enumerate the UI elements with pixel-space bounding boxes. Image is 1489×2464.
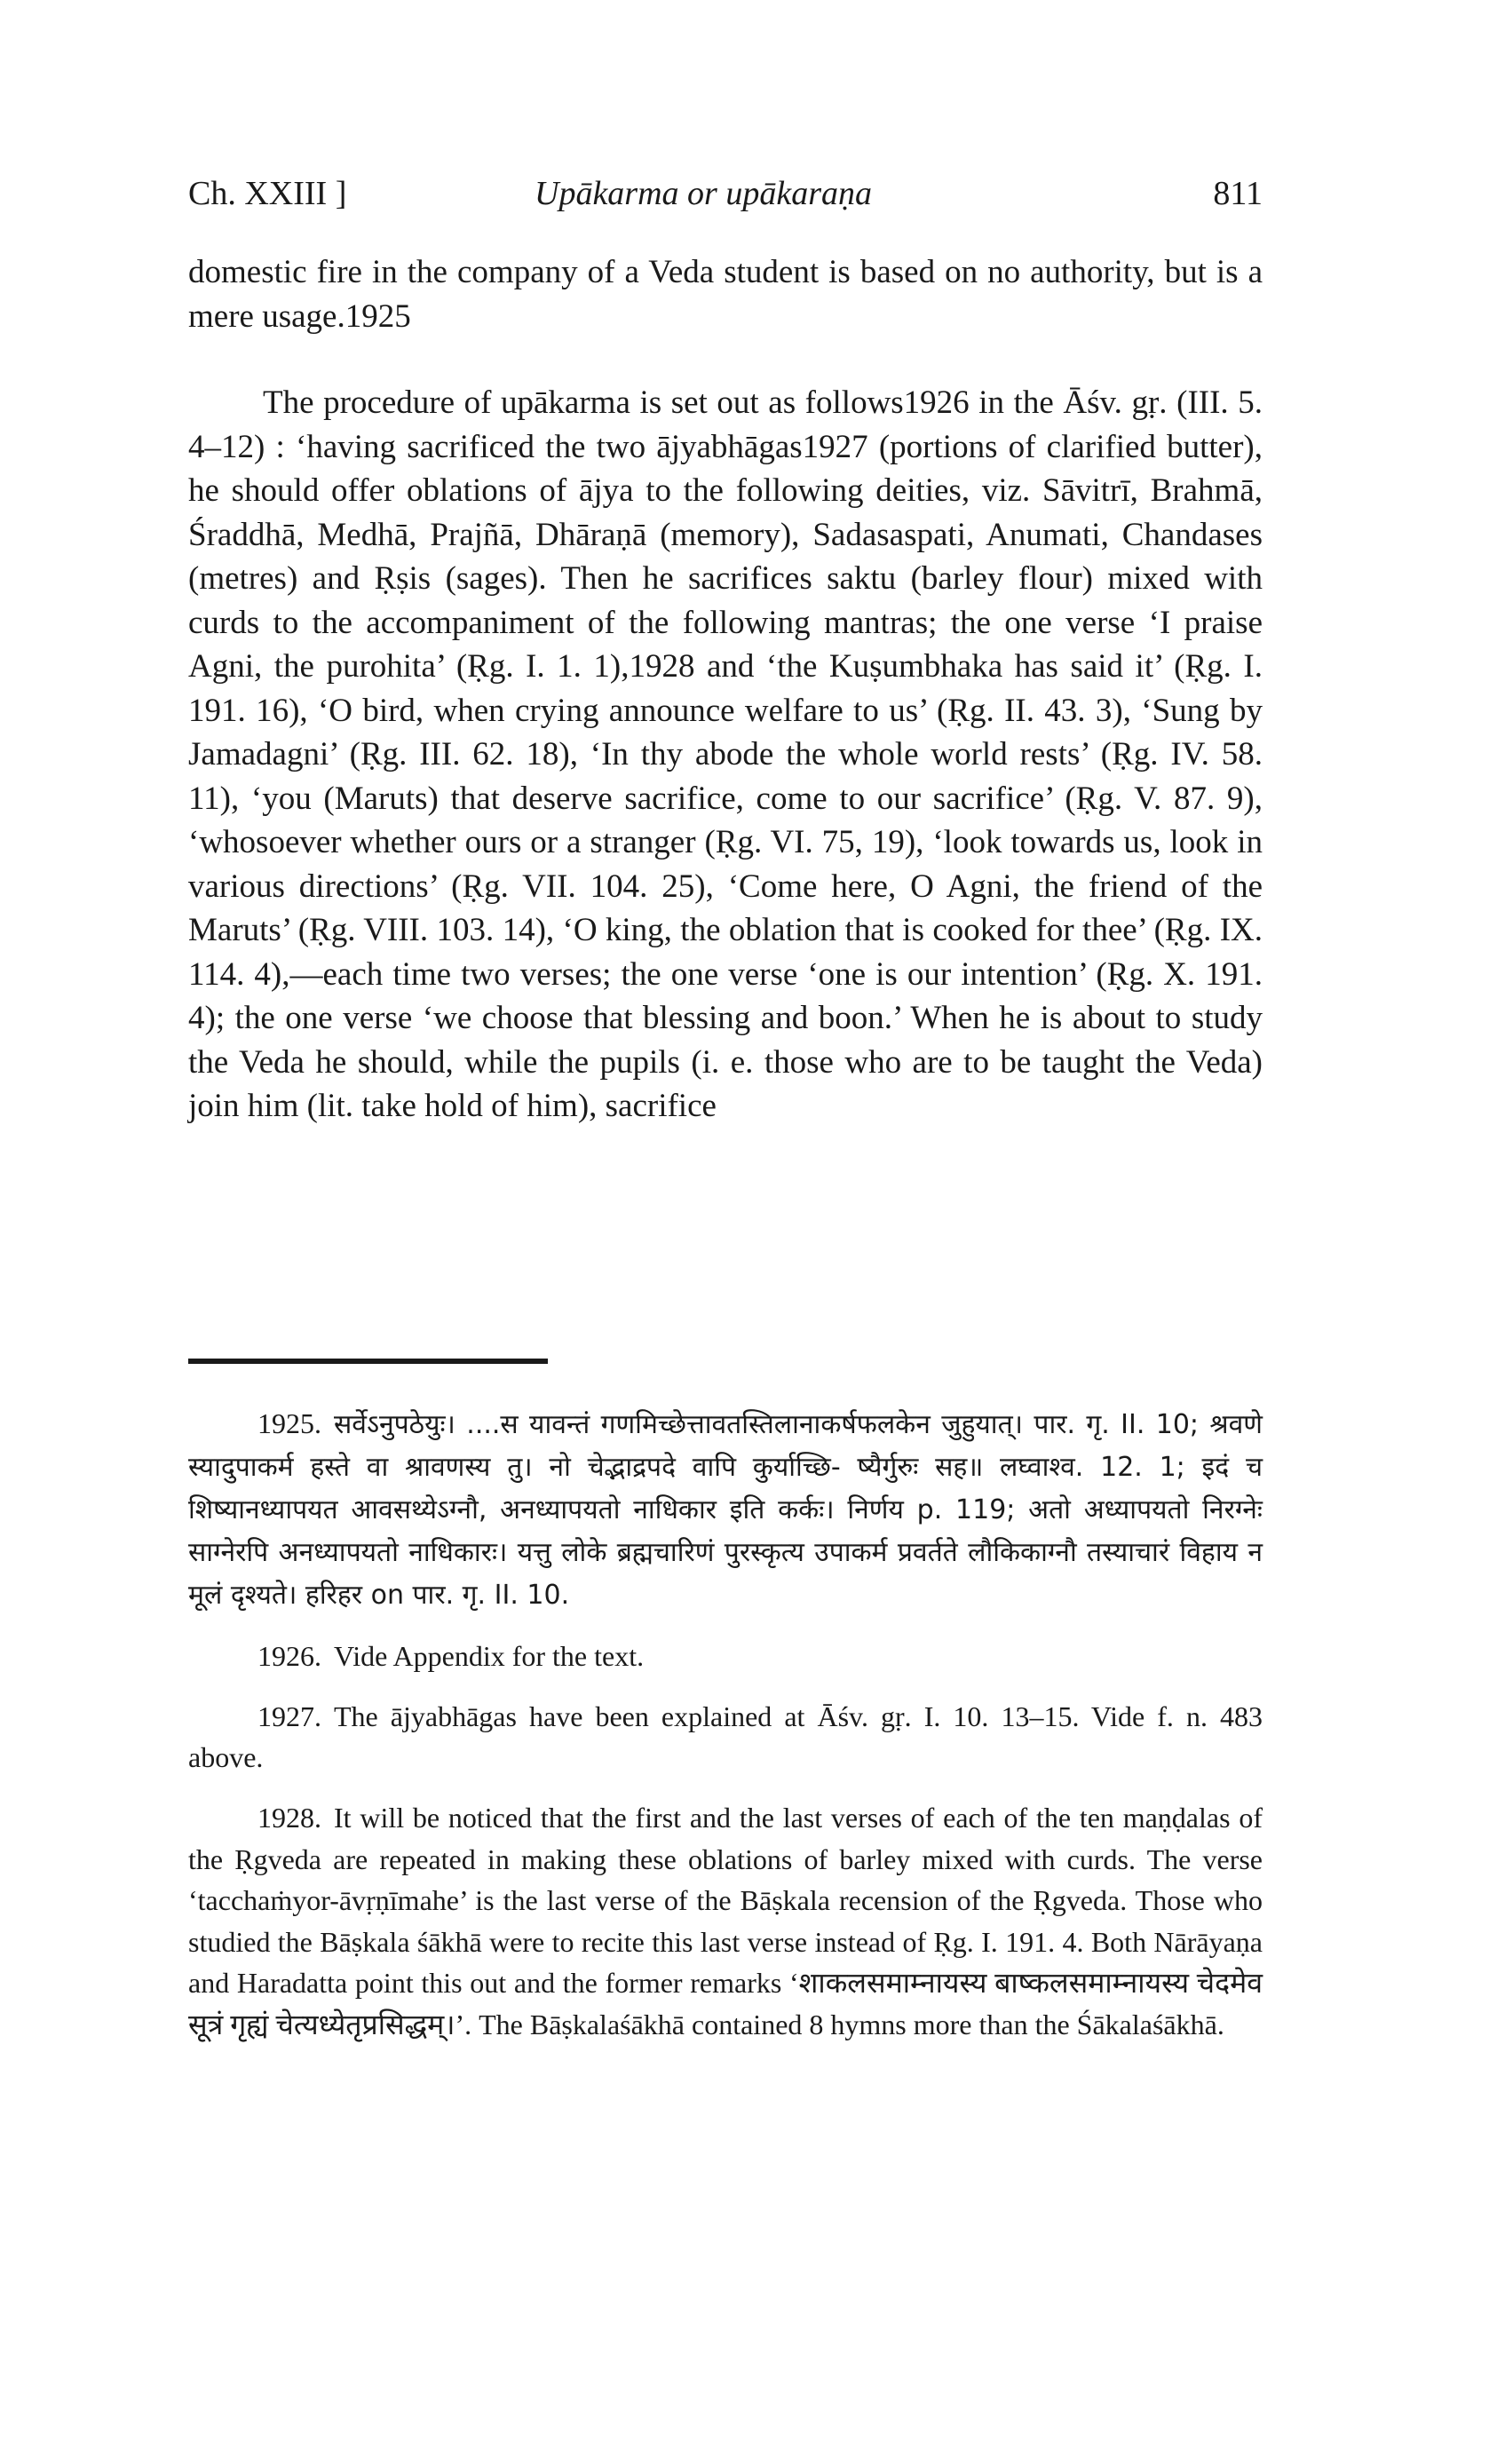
main-text <box>188 250 1263 1129</box>
footnote-text: The ājyabhāgas have been explained at Āśv. gṛ. I. 10. 13–15. Vide f. n. 483 above. <box>188 1700 1263 1773</box>
footnote-number: 1927. <box>257 1700 321 1732</box>
footnote-separator <box>188 1359 548 1364</box>
footnote-number: 1928. <box>257 1802 321 1834</box>
footnote-1927 <box>188 1696 1263 1778</box>
footnote-text: सर्वेऽनुपठेयुः। ....स यावन्तं गणमिच्छेत्तावतस्तिलानाकर्षफलकेन जुहुयात्। पार. गृ. II. 10; श्रवणे स्यादुपाकर्म हस्ते वा श्रावणस्य तु। नो चेद्भाद्रपदे वापि कुर्याच्छि- ष्यैर्गुरुः सह॥ लघ्वाश्व. 12. 1; इदं च शिष्यानध्यापयत आवसथ्येऽग्नौ, अनध्यापयतो नाधिकार इति कर्कः। निर्णय p. 119; अतो अध्यापयतो निरग्नेः साग्नेरपि अनध्यापयतो नाधिकारः। यत्तु लोके ब्रह्मचारिणं पुरस्कृत्य उपाकर्म प्रवर्तते लौकिकाग्नौ तस्याचारं विहाय न मूलं दृश्यते। हरिहर on पार. गृ. II. 10. <box>188 1409 1263 1611</box>
footnote-1926 <box>188 1636 1263 1676</box>
paragraph: The procedure of upākarma is set out as follows1926 in the Āśv. gṛ. (III. 5. 4–12) : ‘having sacrificed the two ājyabhāgas1927 (portions of clarified butter), he should offer oblations of ājya to the following deities, viz. Sāvitrī, Brahmā, Śraddhā, Medhā, Prajñā, Dhāraṇā (memory), Sadasaspati, Anumati, Chandases (metres) and Ṛṣis (sages). Then he sacrifices saktu (barley flour) mixed with curds to the accompaniment of the following mantras; the one verse ‘I praise Agni, the purohita’ (Ṛg. I. 1. 1),1928 and ‘the Kuṣumbhaka has said it’ (Ṛg. I. 191. 16), ‘O bird, when crying announce welfare to us’ (Ṛg. II. 43. 3), ‘Sung by Jamadagni’ (Ṛg. III. 62. 18), ‘In thy abode the whole world rests’ (Ṛg. IV. 58. 11), ‘you (Maruts) that deserve sacrifice, come to our sacrifice’ (Ṛg. V. 87. 9), ‘whosoever whether ours or a stranger (Ṛg. VI. 75, 19), ‘look towards us, look in various directions’ (Ṛg. VII. 104. 25), ‘Come here, O Agni, the friend of the Maruts’ (Ṛg. VIII. 103. 14), ‘O king, the oblation that is cooked for thee’ (Ṛg. IX. 114. 4),—each time two verses; the one verse ‘one is our intention’ (Ṛg. X. 191. 4); the one verse ‘we choose that blessing and boon.’ When he is about to study the Veda he should, while the pupils (i. e. those who are to be taught the Veda) join him (lit. take hold of him), sacrifice <box>188 384 1263 1124</box>
chapter-label: Ch. XXIII ] <box>188 175 347 212</box>
running-title: Upākarma or upākaraṇa <box>535 175 872 212</box>
footnote-text: It will be noticed that the first and the last verses of each of the ten maṇḍalas of the Ṛgveda are repeated in making these oblations of barley mixed with curds. The verse ‘tacchaṁyor-āvṛṇīmahe’ is the last verse of the Bāṣkala recension of the Ṛgveda. Those who studied the Bāṣkala śākhā were to recite this last verse instead of Ṛg. I. 191. 4. Both Nārāyaṇa and Haradatta point this out and the former remarks ‘शाकलसमाम्नायस्य बाष्कलसमाम्नायस्य चेदमेव सूत्रं गृह्यं चेत्यध्येतृप्रसिद्धम्।’. The Bāṣkalaśākhā contained 8 hymns more than the Śākalaśākhā. <box>188 1802 1263 2040</box>
page-number: 811 <box>1213 175 1263 212</box>
footnote-number: 1926. <box>257 1640 321 1672</box>
footnote-text: Vide Appendix for the text. <box>334 1640 645 1672</box>
footnote-1928 <box>188 1797 1263 2045</box>
running-header <box>188 174 1263 227</box>
paragraph: domestic fire in the company of a Veda student is based on no authority, but is a mere usage.1925 <box>188 254 1263 335</box>
footnote-1925 <box>188 1403 1263 1616</box>
footnotes <box>188 1403 1263 2064</box>
footnote-number: 1925. <box>257 1407 321 1439</box>
